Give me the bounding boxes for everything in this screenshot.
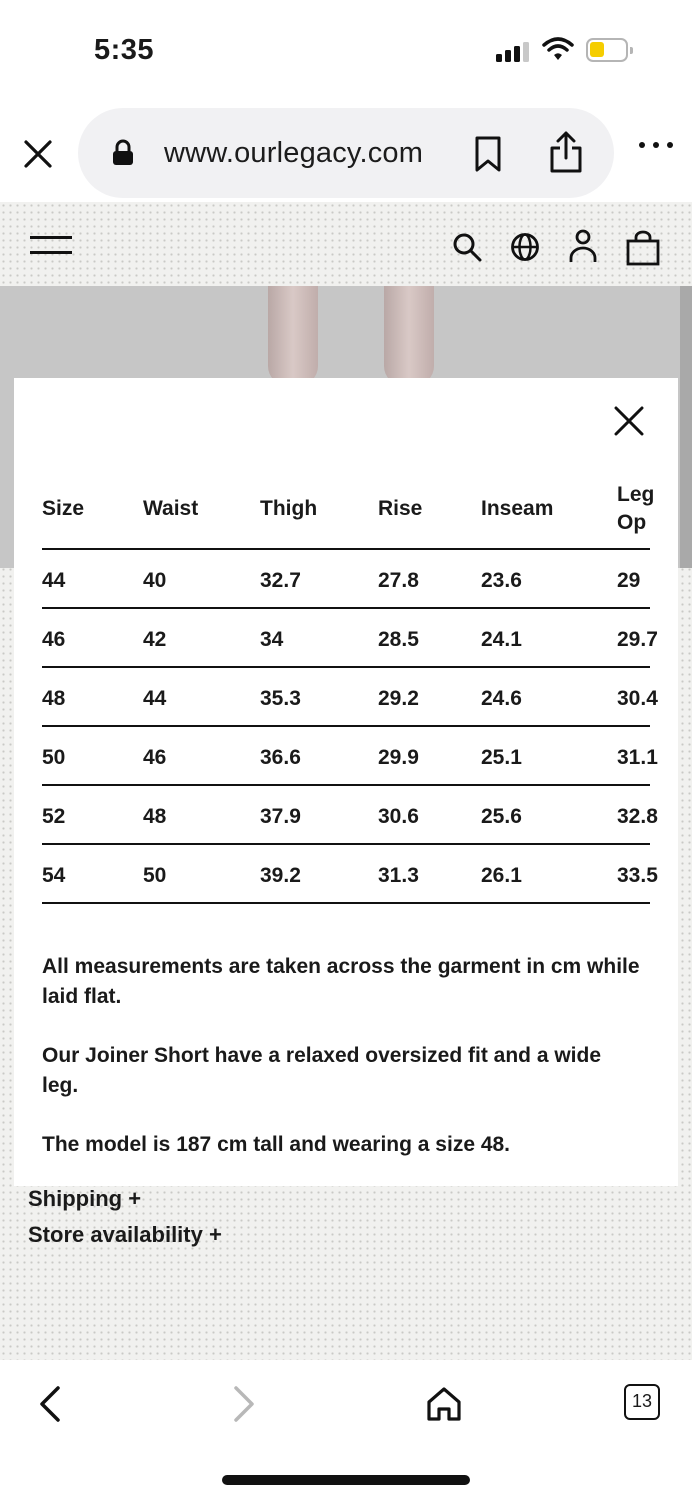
- table-cell: 30.4: [617, 687, 658, 710]
- table-cell: 25.6: [481, 805, 522, 828]
- table-cell: 44: [42, 569, 66, 592]
- battery-icon: [586, 38, 628, 62]
- table-row: [42, 786, 658, 845]
- back-arrow-icon[interactable]: [34, 1384, 64, 1424]
- size-guide-modal: [14, 378, 678, 1186]
- cellular-signal-icon: [496, 40, 532, 62]
- table-row: [42, 609, 658, 668]
- menu-icon[interactable]: [30, 234, 72, 256]
- site-header: [0, 202, 692, 286]
- table-cell: 26.1: [481, 864, 522, 887]
- bookmark-icon[interactable]: [474, 136, 502, 172]
- table-cell: 32.8: [617, 805, 658, 828]
- table-cell: 48: [143, 805, 167, 828]
- table-cell: 54: [42, 864, 66, 887]
- browser-address-bar: [0, 100, 692, 202]
- wifi-icon: [542, 36, 574, 62]
- close-icon[interactable]: [612, 404, 646, 438]
- table-row: [42, 550, 650, 609]
- table-cell: 32.7: [260, 569, 301, 592]
- column-header: Rise: [378, 497, 423, 520]
- more-options-icon[interactable]: [636, 138, 676, 152]
- product-photo-leg: [384, 286, 434, 386]
- table-cell: 33.5: [617, 864, 658, 887]
- table-cell: 29: [617, 569, 641, 592]
- table-cell: 34: [260, 628, 284, 651]
- fit-note: Our Joiner Short have a relaxed oversized fit and a wide leg.: [42, 1044, 602, 1097]
- url-field[interactable]: [78, 108, 614, 198]
- table-cell: 44: [143, 687, 167, 710]
- table-cell: 37.9: [260, 805, 301, 828]
- table-cell: 42: [143, 628, 167, 651]
- table-cell: 29.2: [378, 687, 419, 710]
- model-note: The model is 187 cm tall and wearing a size 48.: [42, 1133, 511, 1156]
- table-cell: 24.1: [481, 628, 522, 651]
- column-header: Thigh: [260, 497, 318, 520]
- scrollbar[interactable]: [680, 286, 692, 568]
- table-cell: 52: [42, 805, 66, 828]
- table-cell: 36.6: [260, 746, 301, 769]
- share-icon[interactable]: [548, 130, 584, 174]
- status-bar: [0, 0, 692, 100]
- table-cell: 50: [143, 864, 167, 887]
- store-availability-link[interactable]: Store availability +: [28, 1222, 222, 1247]
- table-row: [42, 668, 658, 727]
- table-cell: 29.7: [617, 628, 658, 651]
- shipping-link[interactable]: Shipping +: [28, 1186, 142, 1211]
- table-cell: 35.3: [260, 687, 301, 710]
- table-cell: 39.2: [260, 864, 301, 887]
- home-indicator: [222, 1475, 470, 1485]
- account-icon[interactable]: [568, 228, 598, 264]
- column-header: Leg Op: [617, 483, 655, 534]
- measurement-note: All measurements are taken across the garment in cm while laid flat.: [42, 955, 640, 1008]
- home-icon[interactable]: [424, 1384, 464, 1424]
- lock-icon: [112, 140, 134, 166]
- shopping-bag-icon[interactable]: [626, 230, 660, 266]
- status-time: 5:35: [94, 34, 155, 66]
- product-photo-leg: [268, 286, 318, 386]
- table-cell: 25.1: [481, 746, 522, 769]
- search-icon[interactable]: [452, 232, 482, 262]
- table-row: [42, 845, 658, 904]
- globe-icon[interactable]: [510, 232, 540, 262]
- url-text: www.ourlegacy.com: [164, 137, 424, 169]
- table-cell: 46: [42, 628, 66, 651]
- table-cell: 28.5: [378, 628, 419, 651]
- column-header: Waist: [143, 497, 199, 520]
- table-cell: 50: [42, 746, 66, 769]
- table-row: [42, 727, 658, 786]
- table-cell: 30.6: [378, 805, 419, 828]
- table-cell: 31.3: [378, 864, 419, 887]
- table-cell: 48: [42, 687, 66, 710]
- tabs-button[interactable]: 13: [624, 1384, 660, 1420]
- table-cell: 31.1: [617, 746, 658, 769]
- table-cell: 29.9: [378, 746, 419, 769]
- table-header: [42, 478, 655, 550]
- forward-arrow-icon[interactable]: [230, 1384, 260, 1424]
- close-icon[interactable]: [20, 136, 56, 172]
- browser-toolbar: [0, 1360, 692, 1500]
- table-cell: 23.6: [481, 569, 522, 592]
- table-cell: 40: [143, 569, 167, 592]
- table-cell: 24.6: [481, 687, 522, 710]
- column-header: Inseam: [481, 497, 554, 520]
- table-cell: 27.8: [378, 569, 419, 592]
- table-cell: 46: [143, 746, 167, 769]
- column-header: Size: [42, 497, 85, 520]
